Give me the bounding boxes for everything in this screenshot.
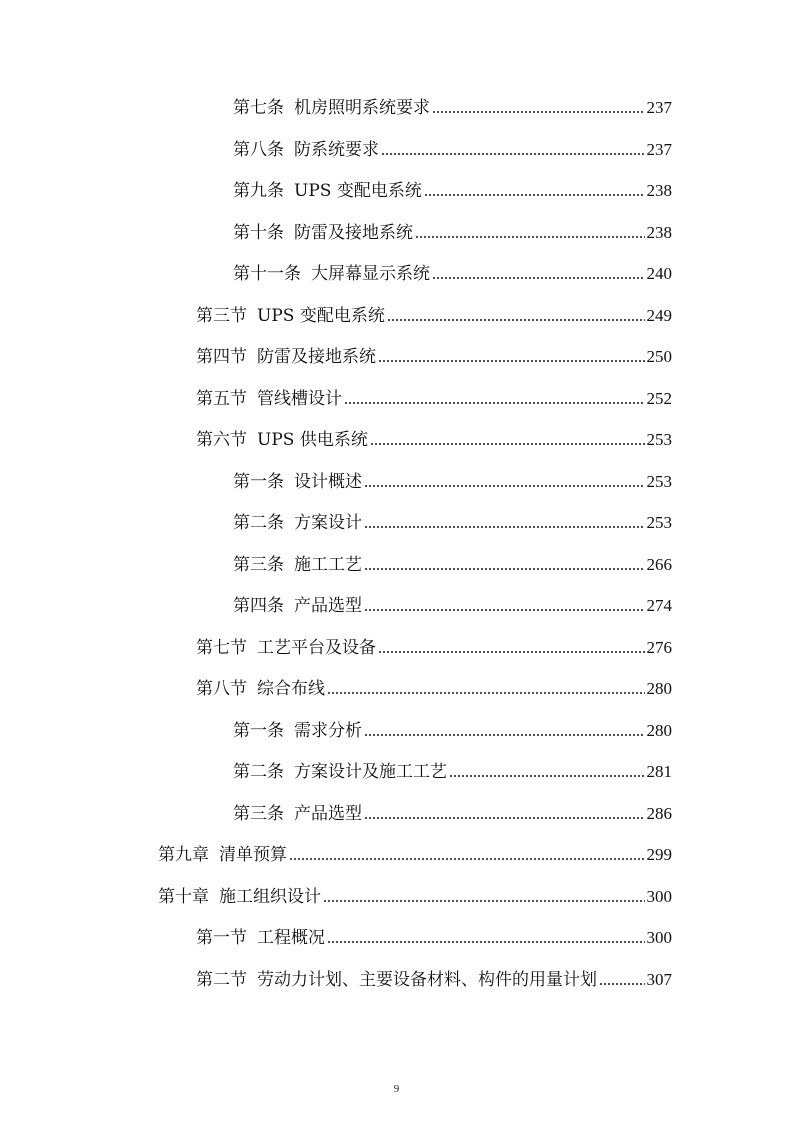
leader-dots	[364, 733, 645, 737]
toc-entry[interactable]	[233, 508, 672, 534]
toc-entry[interactable]	[196, 923, 672, 949]
toc-entry-page: 253	[646, 513, 672, 532]
toc-entry[interactable]	[233, 135, 672, 161]
toc-entry-page: 238	[646, 223, 672, 242]
toc-entry-number: 第一条	[233, 721, 284, 741]
leader-dots	[378, 359, 645, 363]
toc-entry[interactable]	[233, 550, 672, 576]
page-number: 9	[393, 1083, 400, 1095]
toc-entry-number: 第六节	[196, 430, 247, 450]
toc-entry-title: 设计概述	[294, 472, 362, 492]
toc-entry-page: 238	[646, 181, 672, 200]
toc-entry-number: 第四条	[233, 596, 284, 616]
leader-dots	[381, 152, 645, 156]
toc-entry-title: 方案设计及施工工艺	[294, 762, 447, 782]
toc-entry-number: 第三条	[233, 555, 284, 575]
toc-entry[interactable]	[233, 716, 672, 742]
toc-entry-number: 第四节	[196, 347, 247, 367]
toc-entry[interactable]	[196, 425, 672, 451]
toc-entry[interactable]	[233, 218, 672, 244]
toc-entry-title: 施工工艺	[294, 555, 362, 575]
toc-entry-page: 307	[646, 970, 672, 989]
leader-dots	[432, 276, 645, 280]
toc-entry-page: 266	[646, 555, 672, 574]
toc-entry-page: 276	[646, 638, 672, 657]
leader-dots	[370, 442, 645, 446]
toc-entry-number: 第二条	[233, 513, 284, 533]
toc-entry-title: 管线槽设计	[257, 389, 342, 409]
toc-entry[interactable]	[196, 342, 672, 368]
toc-entry[interactable]	[233, 757, 672, 783]
toc-entry[interactable]	[233, 176, 672, 202]
toc-entry-number: 第二节	[196, 970, 247, 990]
leader-dots	[327, 940, 645, 944]
toc-entry-page: 300	[646, 887, 672, 906]
toc-entry[interactable]	[158, 882, 672, 908]
leader-dots	[323, 899, 645, 903]
leader-dots	[344, 401, 645, 405]
toc-entry-title: 机房照明系统要求	[294, 98, 430, 118]
leader-dots	[387, 318, 645, 322]
toc-entry-number: 第五节	[196, 389, 247, 409]
toc-entry-title: 需求分析	[294, 721, 362, 741]
toc-entry-number: 第十一条	[233, 264, 301, 284]
toc-entry-title: 劳动力计划、主要设备材料、构件的用量计划	[257, 970, 597, 990]
toc-entry-title: UPS 变配电系统	[294, 181, 422, 201]
toc-entry-number: 第八条	[233, 140, 284, 160]
toc-entry[interactable]	[233, 467, 672, 493]
toc-entry-page: 281	[646, 762, 672, 781]
leader-dots	[327, 691, 645, 695]
toc-entry-title: 施工组织设计	[219, 887, 321, 907]
toc-entry-title: 大屏幕显示系统	[311, 264, 430, 284]
toc-entry-page: 280	[646, 721, 672, 740]
leader-dots	[364, 525, 645, 529]
toc-entry-title: 产品选型	[294, 596, 362, 616]
toc-entry-number: 第九章	[158, 845, 209, 865]
toc-entry-page: 249	[646, 306, 672, 325]
toc-entry-number: 第七条	[233, 98, 284, 118]
toc-entry-page: 286	[646, 804, 672, 823]
toc-entry[interactable]	[196, 633, 672, 659]
toc-entry-title: 防雷及接地系统	[257, 347, 376, 367]
toc-entry[interactable]	[233, 591, 672, 617]
leader-dots	[424, 193, 645, 197]
toc-entry-number: 第三节	[196, 306, 247, 326]
toc-entry-title: 清单预算	[219, 845, 287, 865]
leader-dots	[432, 110, 645, 114]
toc-entry-number: 第八节	[196, 679, 247, 699]
leader-dots	[378, 650, 645, 654]
toc-entry[interactable]	[196, 674, 672, 700]
toc-entry-title: 工艺平台及设备	[257, 638, 376, 658]
toc-entry[interactable]	[233, 259, 672, 285]
toc-entry-title: 产品选型	[294, 804, 362, 824]
leader-dots	[364, 608, 645, 612]
toc-entry-title: 方案设计	[294, 513, 362, 533]
toc-entry-page: 237	[646, 98, 672, 117]
toc-entry-number: 第二条	[233, 762, 284, 782]
toc-entry-page: 274	[646, 596, 672, 615]
toc-entry[interactable]	[196, 965, 672, 991]
toc-entry-number: 第一条	[233, 472, 284, 492]
toc-entry-title: 防雷及接地系统	[294, 223, 413, 243]
toc-entry-title: 防系统要求	[294, 140, 379, 160]
toc-entry-page: 253	[646, 472, 672, 491]
leader-dots	[415, 235, 645, 239]
toc-entry[interactable]	[158, 840, 672, 866]
toc-entry-number: 第三条	[233, 804, 284, 824]
toc-entry-page: 299	[646, 845, 672, 864]
toc-entry-page: 300	[646, 928, 672, 947]
leader-dots	[289, 857, 645, 861]
toc-entry-page: 280	[646, 679, 672, 698]
toc-entry[interactable]	[196, 301, 672, 327]
toc-entry-title: 工程概况	[257, 928, 325, 948]
leader-dots	[449, 774, 645, 778]
toc-entry-page: 250	[646, 347, 672, 366]
toc-entry-title: UPS 变配电系统	[257, 306, 385, 326]
toc-entry-title: UPS 供电系统	[257, 430, 368, 450]
toc-entry[interactable]	[233, 799, 672, 825]
leader-dots	[599, 982, 645, 986]
toc-entry-page: 237	[646, 140, 672, 159]
toc-entry-number: 第十条	[233, 223, 284, 243]
toc-entry-number: 第七节	[196, 638, 247, 658]
leader-dots	[364, 816, 645, 820]
toc-entry-page: 252	[646, 389, 672, 408]
toc-entry-number: 第一节	[196, 928, 247, 948]
toc-entry[interactable]	[233, 93, 672, 119]
toc-entry-number: 第九条	[233, 181, 284, 201]
toc-entry-page: 253	[646, 430, 672, 449]
toc-entry-number: 第十章	[158, 887, 209, 907]
toc-entry-page: 240	[646, 264, 672, 283]
toc-entry[interactable]	[196, 384, 672, 410]
leader-dots	[364, 567, 645, 571]
leader-dots	[364, 484, 645, 488]
toc-entry-title: 综合布线	[257, 679, 325, 699]
